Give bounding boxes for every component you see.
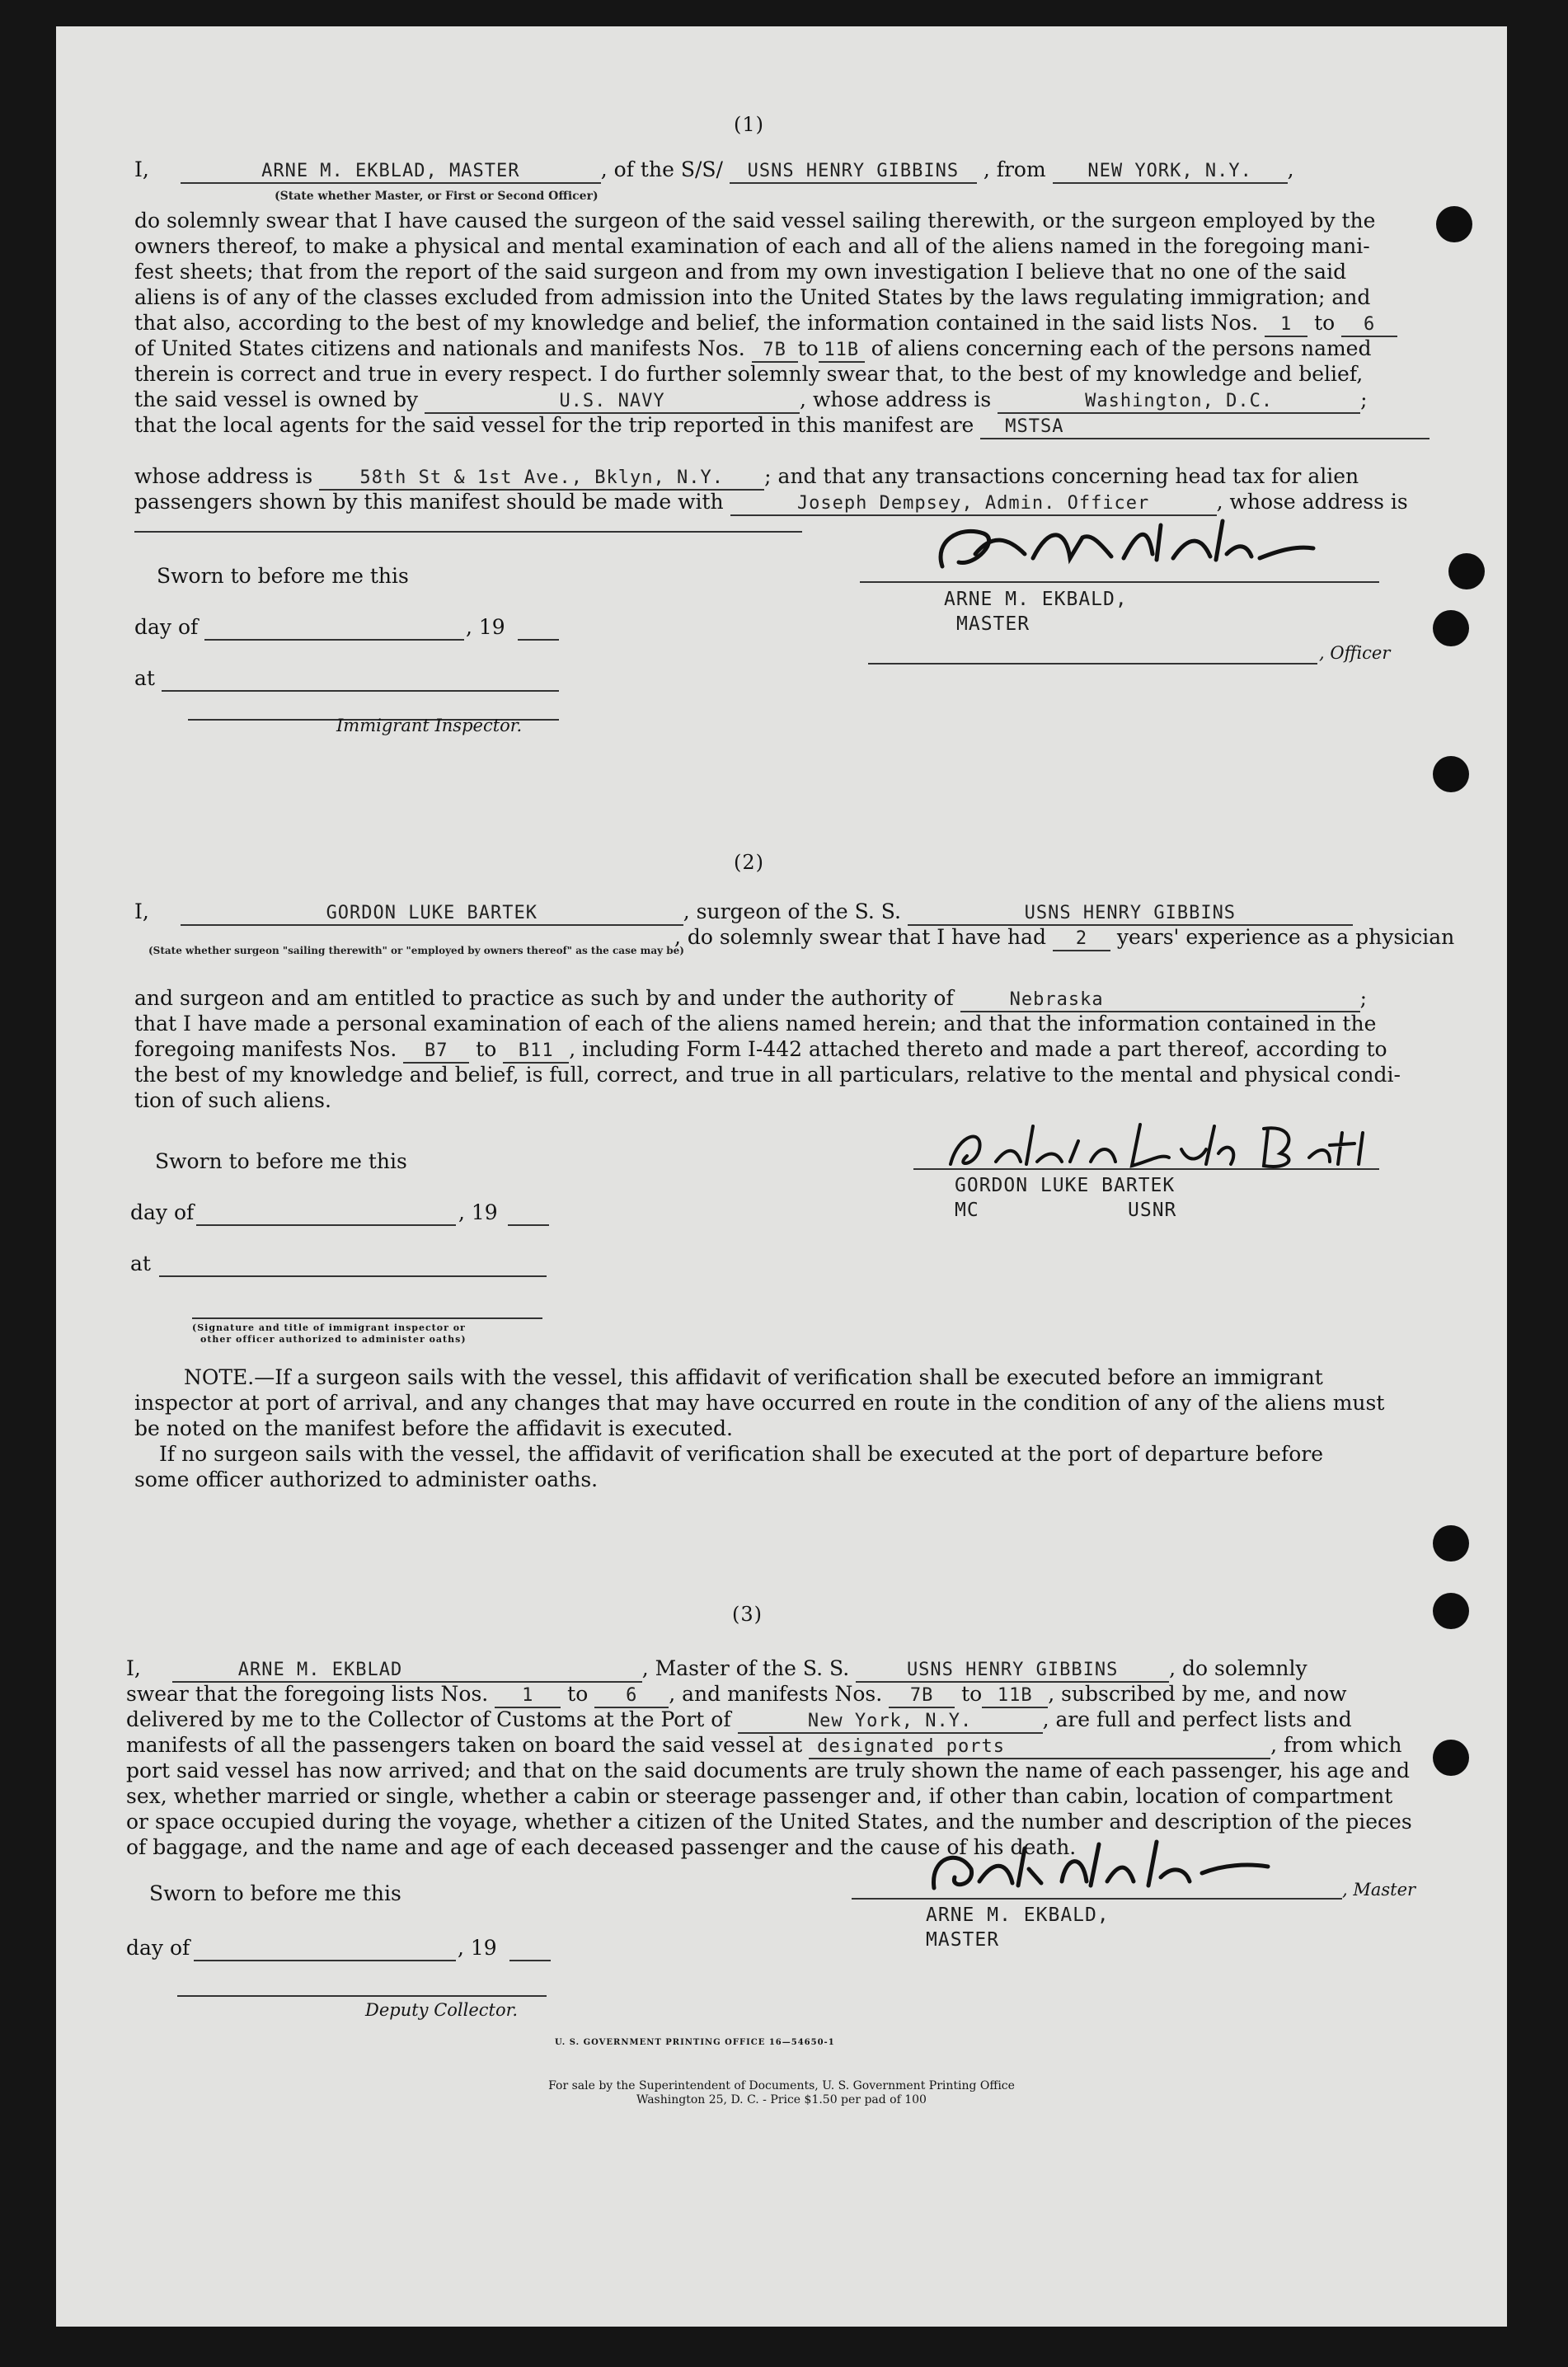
note-line: inspector at port of arrival, and any changes that may have occurred en route in the condition of any of the aliens must <box>134 1391 1385 1415</box>
section-number: (3) <box>732 1603 763 1626</box>
master-signature <box>926 509 1338 583</box>
body-line: the best of my knowledge and belief, is full, correct, and true in all particulars, relative to the mental and physical condi- <box>134 1063 1401 1087</box>
punch-hole <box>1436 206 1472 242</box>
collector-manifest-to-field: 11B <box>982 1685 1048 1708</box>
from-label: , from <box>983 157 1046 181</box>
collector-name-field: ARNE M. EKBLAD <box>172 1660 642 1683</box>
punch-hole <box>1433 1525 1469 1562</box>
day-blank <box>196 1224 456 1226</box>
collector-port-line: delivered by me to the Collector of Customs at the Port of New York, N.Y. , are full and perfect lists and <box>126 1707 1429 1734</box>
at-blank <box>159 1275 547 1277</box>
signature-title-blank <box>192 1317 542 1319</box>
punch-hole <box>1433 1740 1469 1776</box>
day-of-label: day of <box>134 615 199 639</box>
body-line: owners thereof, to make a physical and mental examination of each and all of the aliens named in the foregoing mani- <box>134 234 1370 258</box>
note-line: NOTE.—If a surgeon sails with the vessel, this affidavit of verification shall be executed before an immigrant <box>184 1365 1323 1389</box>
master-signature <box>918 1832 1305 1902</box>
collector-manifest-from-field: 7B <box>889 1685 955 1708</box>
day-of-label: day of <box>130 1200 195 1224</box>
master-name-hint: (State whether Master, or First or Second Officer) <box>275 190 599 203</box>
note-line: some officer authorized to administer oaths. <box>134 1468 599 1491</box>
collector-label: Deputy Collector. <box>365 2000 519 2020</box>
body-line: sex, whether married or single, whether a cabin or steerage passenger and, if other than cabin, location of compartment <box>126 1784 1393 1808</box>
printing-office-line: U. S. GOVERNMENT PRINTING OFFICE 16—54650-1 <box>555 2038 835 2047</box>
head-tax-contact-field: Joseph Dempsey, Admin. Officer <box>730 493 1217 516</box>
manifest-to-field: 11B <box>819 340 865 363</box>
body-line: tion of such aliens. <box>134 1088 331 1112</box>
officer-label: , Officer <box>1319 643 1391 663</box>
authority-field: Nebraska <box>960 989 1360 1012</box>
signature-hint: other officer authorized to administer oaths) <box>200 1334 467 1345</box>
collector-signer-name: ARNE M. EKBALD, <box>926 1904 1110 1926</box>
master-name-field: ARNE M. EKBLAD, MASTER <box>181 161 601 184</box>
surgeon-manifest-to-field: B11 <box>503 1040 569 1064</box>
year-label: , 19 <box>458 1200 498 1224</box>
master-signature-line <box>852 1898 1342 1900</box>
officer-signature-line <box>860 581 1379 583</box>
note-line: be noted on the manifest before the affidavit is executed. <box>134 1416 733 1440</box>
surgeon-name-hint: (State whether surgeon "sailing therewith" or "employed by owners thereof" as the case may be) <box>148 945 684 956</box>
surgeon-signer-branch: USNR <box>1128 1200 1177 1221</box>
at-blank <box>162 690 559 692</box>
collector-lists-line: swear that the foregoing lists Nos. 1 to 6 , and manifests Nos. 7B to 11B , subscribed by me, and now <box>126 1681 1429 1708</box>
footer-line: Washington 25, D. C. - Price $1.50 per pad of 100 <box>636 2093 927 2106</box>
surgeon-signer-name: GORDON LUKE BARTEK <box>955 1175 1176 1196</box>
day-blank <box>194 1960 456 1961</box>
punch-hole <box>1433 1593 1469 1629</box>
address-blank <box>134 531 802 533</box>
body-line: do solemnly swear that I have caused the surgeon of the said vessel sailing therewith, or the surgeon employed by the <box>134 209 1376 232</box>
surgeon-signature-line <box>913 1168 1379 1170</box>
agents-address-field: 58th St & 1st Ave., Bklyn, N.Y. <box>319 467 764 491</box>
from-port-field: NEW YORK, N.Y. <box>1053 161 1288 184</box>
collector-port-field: New York, N.Y. <box>738 1711 1043 1734</box>
owner-address-field: Washington, D.C. <box>998 391 1360 414</box>
collector-list-to-field: 6 <box>594 1685 669 1708</box>
surgeon-intro-line: I, GORDON LUKE BARTEK , surgeon of the S. S. USNS HENRY GIBBINS <box>134 899 1437 926</box>
at-label: at <box>130 1252 151 1275</box>
sworn-label: Sworn to before me this <box>157 564 409 588</box>
year-label: , 19 <box>466 615 505 639</box>
officer-line <box>868 663 1317 665</box>
experience-line: , do solemnly swear that I have had 2 years' experience as a physician <box>134 924 1437 951</box>
vessel-field: USNS HENRY GIBBINS <box>730 161 977 184</box>
body-line: fest sheets; that from the report of the said surgeon and from my own investigation I believe that no one of the said <box>134 260 1347 284</box>
master-signer-title: MASTER <box>956 613 1030 635</box>
master-label: , Master <box>1342 1880 1416 1900</box>
body-line: that I have made a personal examination of each of the aliens named herein; and that the information contained in the <box>134 1012 1377 1036</box>
body-line: port said vessel has now arrived; and that on the said documents are truly shown the name of each passenger, his age and <box>126 1759 1411 1782</box>
collector-ports-field: designated ports <box>809 1736 1270 1759</box>
sworn-label: Sworn to before me this <box>149 1881 401 1905</box>
collector-list-from-field: 1 <box>495 1685 561 1708</box>
lists-line: that also, according to the best of my knowledge and belief, the information contained in the said lists Nos. 1 to 6 <box>134 310 1437 337</box>
list-to-field: 6 <box>1341 314 1397 337</box>
agents-line: that the local agents for the said vessel for the trip reported in this manifest are MSTSA <box>134 412 1437 439</box>
collector-intro-line: I, ARNE M. EKBLAD , Master of the S. S. USNS HENRY GIBBINS , do solemnly <box>126 1655 1429 1683</box>
collector-blank <box>177 1995 547 1997</box>
surgeon-signature <box>934 1116 1379 1182</box>
body-line: aliens is of any of the classes excluded from admission into the United States by the laws regulating immigration; and <box>134 285 1371 309</box>
authority-line: and surgeon and am entitled to practice as such by and under the authority of Nebraska ; <box>134 985 1437 1012</box>
agents-address-line: whose address is 58th St & 1st Ave., Bklyn, N.Y. ; and that any transactions concerning head tax for alien <box>134 463 1437 491</box>
manifests-line: of United States citizens and nationals and manifests Nos. 7B to 11B of aliens concerning each of the persons named <box>134 336 1437 363</box>
owner-line: the said vessel is owned by U.S. NAVY , whose address is Washington, D.C. ; <box>134 387 1437 414</box>
collector-signer-title: MASTER <box>926 1929 1000 1951</box>
year-blank <box>518 639 559 641</box>
surgeon-name-field: GORDON LUKE BARTEK <box>181 903 683 926</box>
surgeon-manifest-from-field: B7 <box>403 1040 469 1064</box>
master-intro-line: I, ARNE M. EKBLAD, MASTER , of the S/S/ USNS HENRY GIBBINS , from NEW YORK, N.Y. , <box>134 157 1437 184</box>
at-label: at <box>134 666 155 690</box>
manifest-from-field: 7B <box>752 340 798 363</box>
day-of-label: day of <box>126 1936 190 1960</box>
punch-hole <box>1433 756 1469 792</box>
inspector-label: Immigrant Inspector. <box>336 716 523 735</box>
surgeon-vessel-field: USNS HENRY GIBBINS <box>908 903 1353 926</box>
years-field: 2 <box>1053 928 1110 951</box>
day-blank <box>204 639 464 641</box>
collector-ports-line: manifests of all the passengers taken on board the said vessel at designated ports , from which <box>126 1732 1429 1759</box>
of-the-label: , of the S/S/ <box>600 157 723 181</box>
note-line: If no surgeon sails with the vessel, the affidavit of verification shall be executed at the port of departure before <box>159 1442 1323 1466</box>
list-from-field: 1 <box>1265 314 1307 337</box>
agents-field: MSTSA <box>980 416 1430 439</box>
footer-line: For sale by the Superintendent of Documents, U. S. Government Printing Office <box>548 2079 1015 2092</box>
year-blank <box>509 1960 551 1961</box>
surgeon-manifests-line: foregoing manifests Nos. B7 to B11 , including Form I-442 attached thereto and made a part thereof, according to <box>134 1036 1437 1064</box>
year-blank <box>508 1224 549 1226</box>
section-number: (1) <box>734 113 764 136</box>
sworn-label: Sworn to before me this <box>155 1149 407 1173</box>
signature-hint: (Signature and title of immigrant inspector or <box>192 1322 466 1333</box>
body-line: of baggage, and the name and age of each deceased passenger and the cause of his death. <box>126 1835 1077 1859</box>
surgeon-signer-rank: MC <box>955 1200 979 1221</box>
form-page <box>56 26 1507 2327</box>
body-line: therein is correct and true in every respect. I do further solemnly swear that, to the best of my knowledge and belief, <box>134 362 1364 386</box>
section-number: (2) <box>734 851 764 874</box>
collector-vessel-field: USNS HENRY GIBBINS <box>856 1660 1169 1683</box>
head-tax-line: passengers shown by this manifest should be made with Joseph Dempsey, Admin. Officer , whose address is <box>134 489 1437 516</box>
master-signer-name: ARNE M. EKBALD, <box>944 589 1128 610</box>
i-label: I, <box>134 157 149 181</box>
body-line: or space occupied during the voyage, whether a citizen of the United States, and the number and description of the pieces <box>126 1810 1412 1834</box>
year-label: , 19 <box>458 1936 497 1960</box>
owner-field: U.S. NAVY <box>425 391 800 414</box>
punch-hole <box>1433 610 1469 646</box>
punch-hole <box>1448 553 1485 589</box>
